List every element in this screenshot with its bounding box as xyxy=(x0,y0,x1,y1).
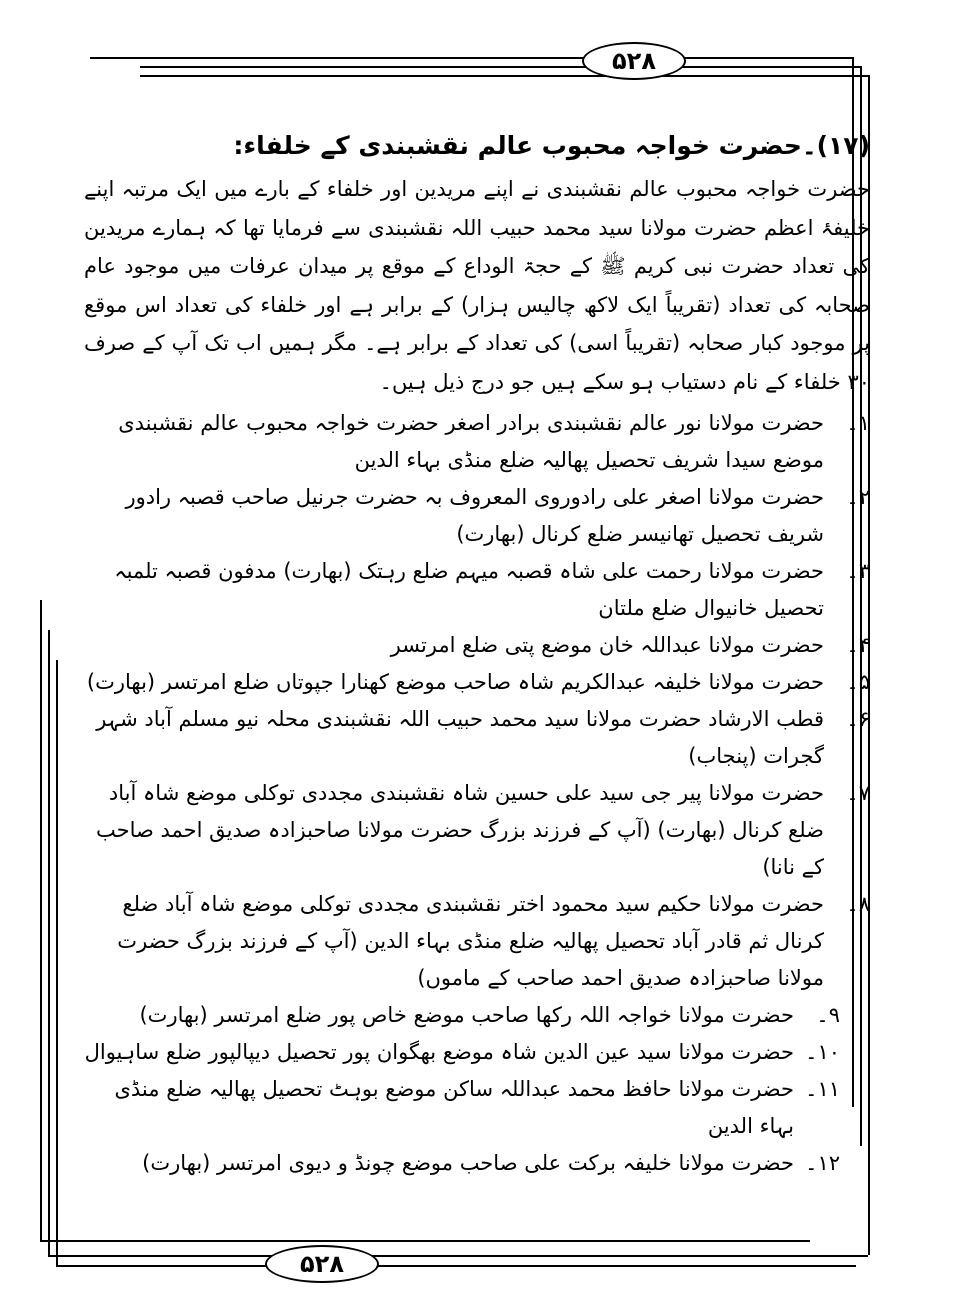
item-text: حضرت مولانا خلیفہ عبدالکریم شاہ صاحب موضع کھنارا جپوتاں ضلع امرتسر (بھارت) xyxy=(86,670,824,694)
section-heading: (۱۷)۔حضرت خواجہ محبوب عالم نقشبندی کے خلفاء: xyxy=(233,131,870,160)
list-item xyxy=(84,627,870,664)
frame-left-line xyxy=(48,630,50,1255)
intro-paragraph: حضرت خواجہ محبوب عالم نقشبندی نے اپنے مریدین اور خلفاء کے بارے میں ایک مرتبہ اپنے خلیفۂ اعظم حضرت مولانا سید محمد حبیب اللہ نقشبندی سے فرمایا تھا کہ ہمارے مریدین کی تعداد حضرت نبی کریم ﷺ کے حجۃ الوداع کے موقع پر میدان عرفات میں موجود عام صحابہ کی تعداد (تقریباً ایک لاکھ چالیس ہزار) کے برابر ہے اور خلفاء کی تعداد اس موقع پر موجود کبار صحابہ (تقریباً اسی) کی تعداد کے برابر ہے۔ مگر ہمیں اب تک آپ کے صرف ۳۰ خلفاء کے نام دستیاب ہو سکے ہیں جو درج ذیل ہیں۔ xyxy=(84,177,870,394)
item-text: حضرت مولانا رحمت علی شاہ قصبہ میہم ضلع رہتک (بھارت) مدفون قصبہ تلمبہ تحصیل خانیوال ضلع ملتان xyxy=(114,559,824,620)
list-item xyxy=(84,701,870,775)
frame-bottom-line xyxy=(56,1265,856,1267)
list-item xyxy=(84,405,870,479)
list-item xyxy=(84,553,870,627)
item-number: ۱۰۔ xyxy=(805,1040,840,1064)
item-text: حضرت مولانا عبداللہ خان موضع پتی ضلع امرتسر xyxy=(390,633,824,657)
frame-top-line xyxy=(90,57,852,59)
item-text: حضرت مولانا خواجہ اللہ رکھا صاحب موضع خاص پور ضلع امرتسر (بھارت) xyxy=(139,1003,794,1027)
item-text: حضرت مولانا حکیم سید محمود اختر نقشبندی مجددی توکلی موضع شاہ آباد ضلع کرنال ثم قادر آباد تحصیل پھالیہ ضلع منڈی بہاء الدین (آپ کے فرزند بزرگ حضرت مولانا صاحبزادہ صدیق احمد صاحب کے ماموں) xyxy=(117,892,824,990)
item-number: ۳۔ xyxy=(846,559,870,583)
khulafa-list xyxy=(84,405,870,1182)
page-content xyxy=(84,128,870,1182)
page-number-bottom-text: ۵۲۸ xyxy=(300,1250,344,1278)
list-item xyxy=(84,886,870,997)
frame-bottom-line xyxy=(48,1255,868,1257)
item-text: حضرت مولانا خلیفہ برکت علی صاحب موضع چونڈ و دیوی امرتسر (بھارت) xyxy=(142,1151,794,1175)
page-number-top-text: ۵۲۸ xyxy=(612,47,656,75)
frame-bottom-line xyxy=(40,1240,810,1242)
item-text: حضرت مولانا نور عالم نقشبندی برادر اصغر حضرت خواجہ محبوب عالم نقشبندی موضع سیدا شریف تحصیل پھالیہ ضلع منڈی بہاء الدین xyxy=(118,411,824,472)
item-number: ۴۔ xyxy=(846,633,870,657)
item-number: ۷۔ xyxy=(846,781,870,805)
frame-top-line xyxy=(140,75,868,77)
list-item xyxy=(84,479,870,553)
frame-left-line xyxy=(40,600,42,1240)
list-item xyxy=(84,1071,840,1145)
list-item xyxy=(84,1034,840,1071)
item-text: حضرت مولانا حافظ محمد عبداللہ ساکن موضع بوہٹ تحصیل پھالیہ ضلع منڈی بہاء الدین xyxy=(114,1077,794,1138)
item-number: ۱۔ xyxy=(846,411,870,435)
item-number: ۱۲۔ xyxy=(805,1151,840,1175)
list-item xyxy=(84,997,840,1034)
item-text: قطب الارشاد حضرت مولانا سید محمد حبیب اللہ نقشبندی محلہ نیو مسلم آباد شہر گجرات (پنجاب) xyxy=(96,707,824,768)
page-number-top xyxy=(582,42,686,80)
item-text: حضرت مولانا پیر جی سید علی حسین شاہ نقشبندی مجددی توکلی موضع شاہ آباد ضلع کرنال (بھارت) (آپ کے فرزند بزرگ حضرت مولانا صاحبزادہ صدیق احمد صاحب کے نانا) xyxy=(96,781,824,879)
list-item xyxy=(84,1145,840,1182)
frame-top-line xyxy=(140,66,860,68)
frame-left-line xyxy=(56,660,58,1265)
item-text: حضرت مولانا اصغر علی رادوروی المعروف بہ حضرت جرنیل صاحب قصبہ رادور شریف تحصیل تھانیسر ضلع کرنال (بھارت) xyxy=(125,485,824,546)
item-number: ۹۔ xyxy=(816,1003,840,1027)
item-number: ۱۱۔ xyxy=(805,1077,840,1101)
item-number: ۵۔ xyxy=(846,670,870,694)
item-text: حضرت مولانا سید عین الدین شاہ موضع بھگوان پور تحصیل دیپالپور ضلع ساہیوال xyxy=(84,1040,794,1064)
item-number: ۸۔ xyxy=(846,892,870,916)
list-item xyxy=(84,664,870,701)
list-item xyxy=(84,775,870,886)
page-number-bottom xyxy=(265,1245,379,1283)
item-number: ۶۔ xyxy=(846,707,870,731)
item-number: ۲۔ xyxy=(846,485,870,509)
